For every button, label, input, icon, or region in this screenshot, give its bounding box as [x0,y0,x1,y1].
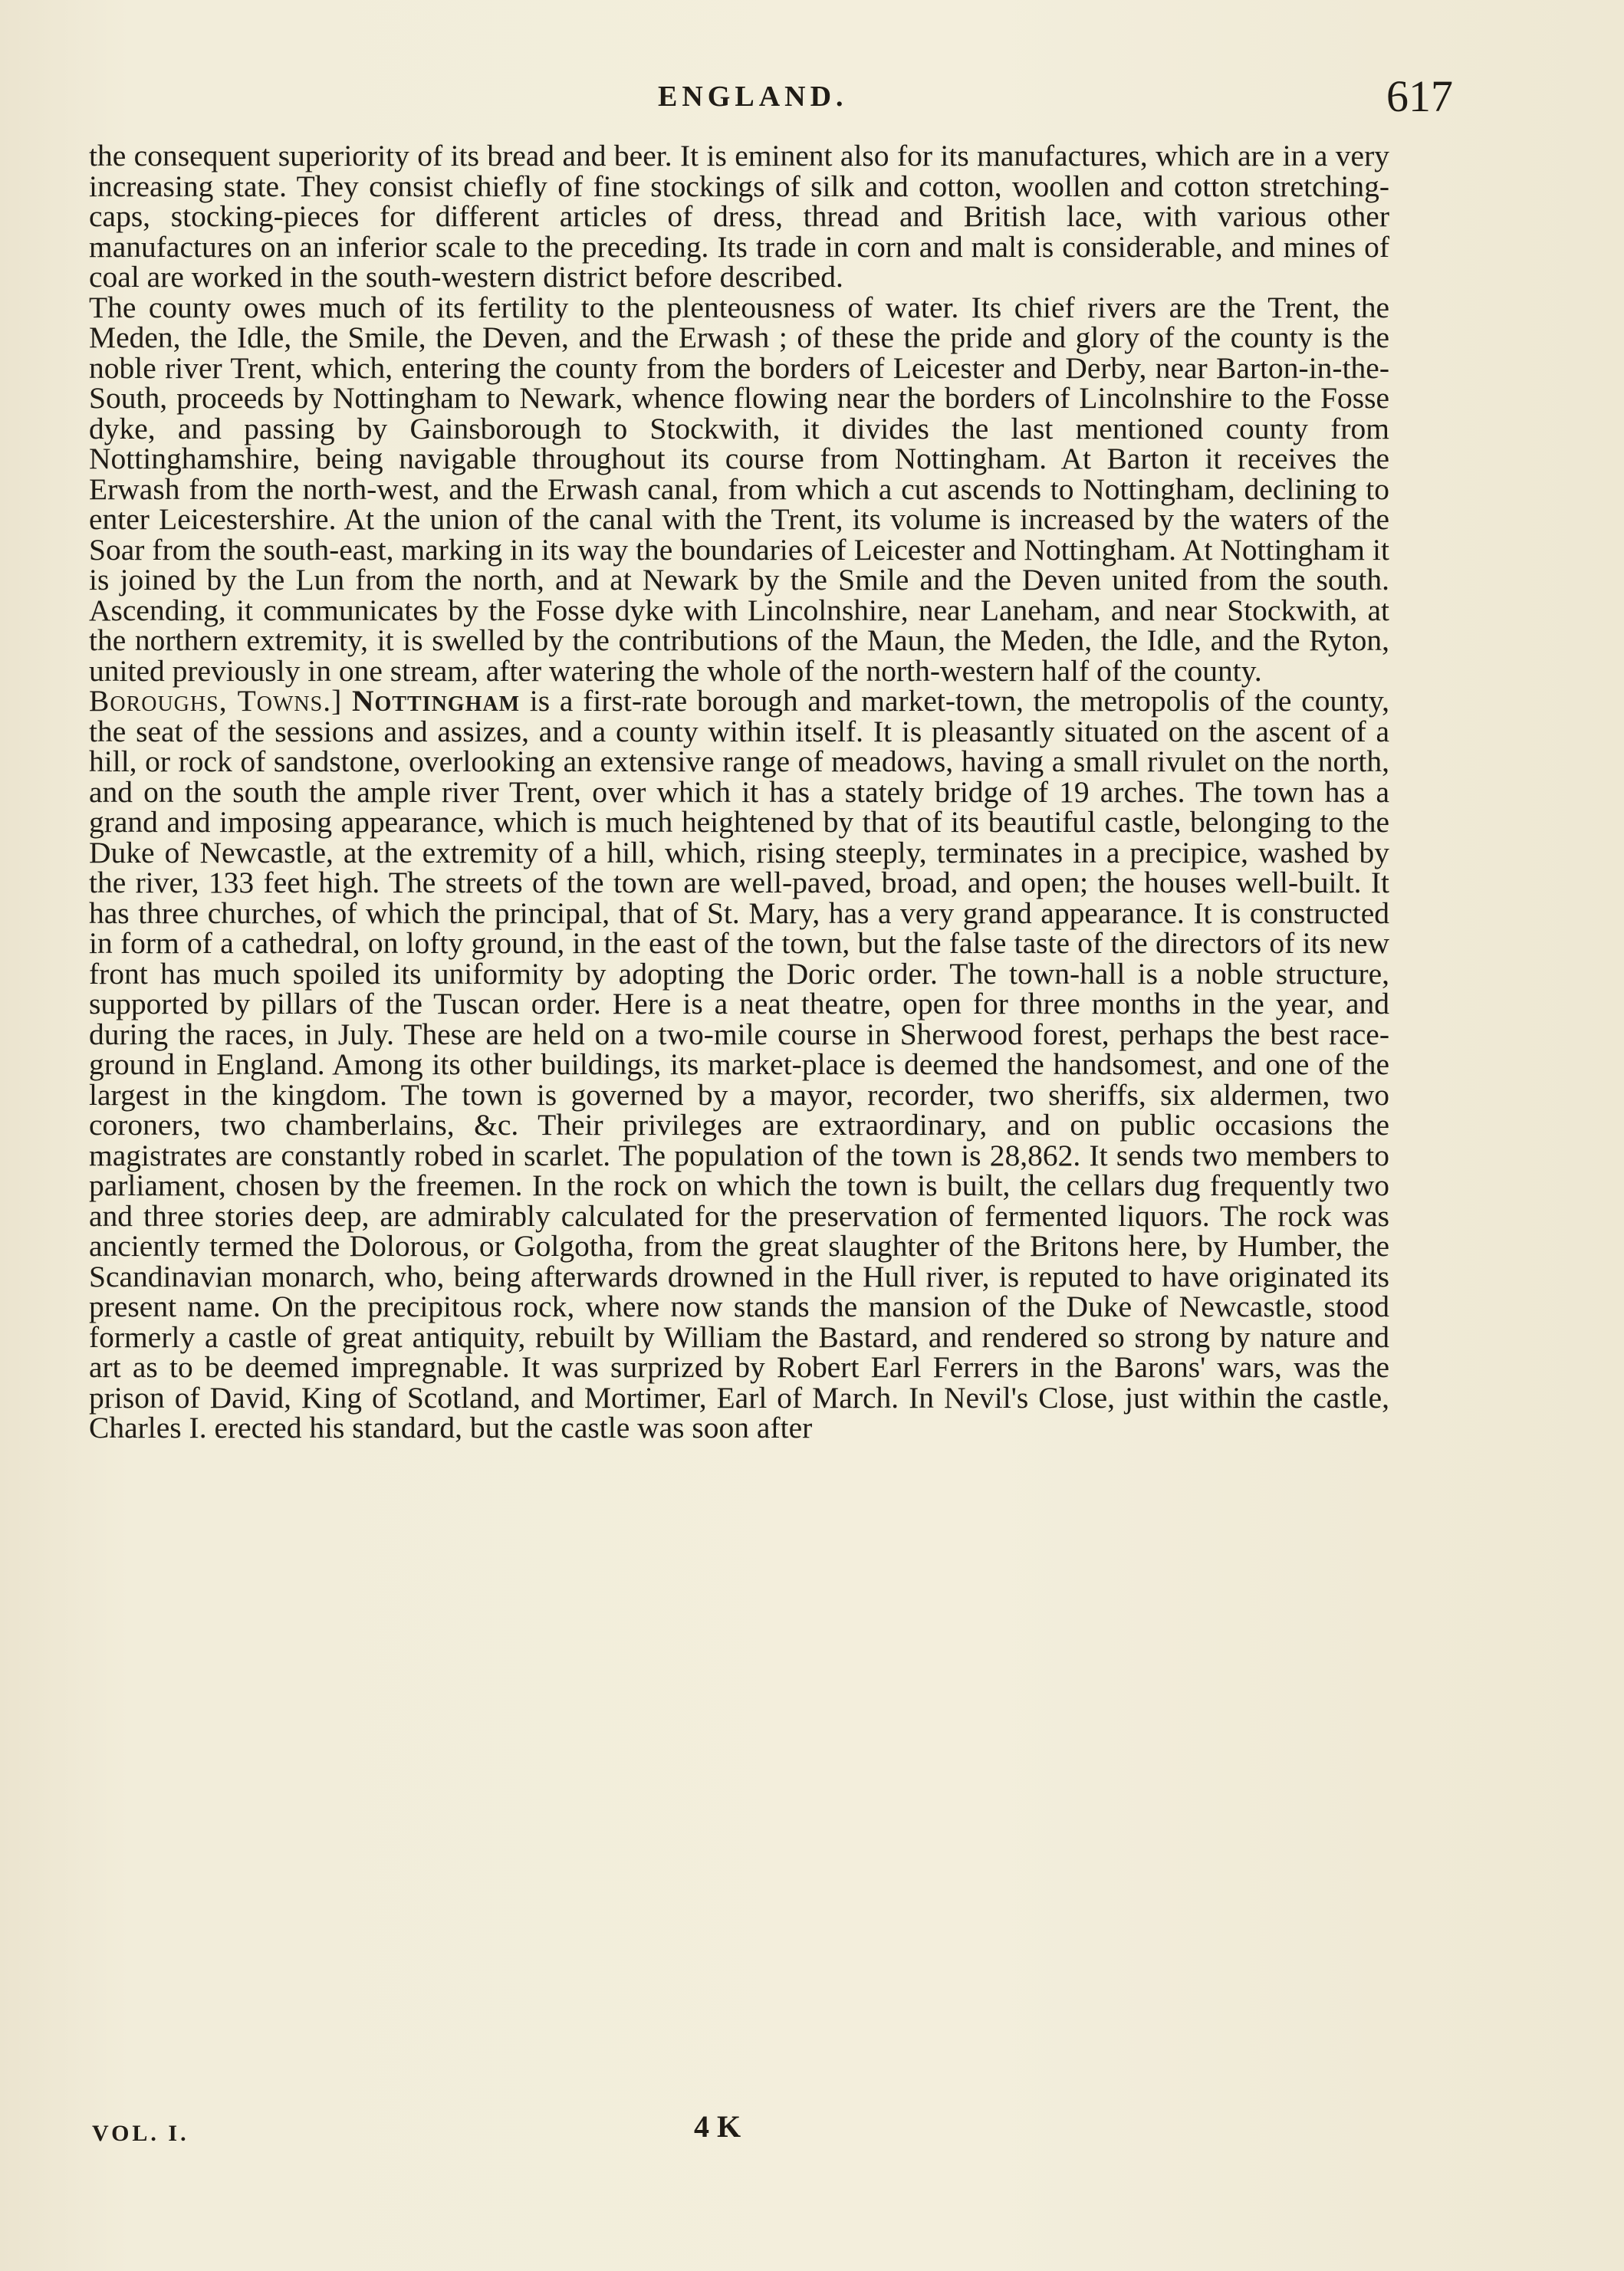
town-name-nottingham: Nottingham [352,684,521,718]
page-footer [0,2109,1624,2159]
signature-mark: 4 K [694,2109,741,2144]
section-heading-boroughs: Boroughs, Towns.] [89,684,343,718]
body-text [89,141,1389,1444]
paragraph-boroughs [89,686,1389,1444]
paragraph-rivers-text: The county owes much of its fertility to the plenteousness of water. Its chief rivers are the Trent, the Meden, the Idle, the Smile, the Deven, and the Erwash ; of these the pride and glory of the county is the noble river Trent, which, entering the county from the borders of Leicester and Derby, near Barton-in-the-South, proceeds by Nottingham to Newark, whence flowing near the borders of Lincolnshire to the Fosse dyke, and passing by Gainsborough to Stockwith, it divides the last mentioned county from Nottinghamshire, being navigable throughout its course from Nottingham. At Barton it receives the Erwash from the north-west, and the Erwash canal, from which a cut ascends to Nottingham, declining to enter Leicestershire. At the union of the canal with the Trent, its volume is increased by the waters of the Soar from the south-east, marking in its way the boundaries of Leicester and Nottingham. At Nottingham it is joined by the Lun from the north, and at Newark by the Smile and the Deven united from the south. Ascending, it communicates by the Fosse dyke with Lincolnshire, near Laneham, and near Stockwith, at the northern extremity, it is swelled by the contributions of the Maun, the Meden, the Idle, and the Ryton, united previously in one stream, after watering the whole of the north-western half of the county. [89,290,1389,688]
running-head: ENGLAND. [658,81,848,113]
paragraph-continuation: the consequent superiority of its bread and beer. It is eminent also for its manufactures, which are in a very increasing state. They consist chiefly of fine stockings of silk and cotton, woollen and cotton stretching-caps, stocking-pieces for different articles of dress, thread and British lace, with various other manufactures on an inferior scale to the preceding. Its trade in corn and malt is considerable, and mines of coal are worked in the south-western district before described. [89,139,1389,294]
paragraph-boroughs-text: is a first-rate borough and market-town, the metropolis of the county, the seat of the sessions and assizes, and a county within itself. It is pleasantly situated on the ascent of a hill, or rock of sandstone, overlooking an extensive range of meadows, having a small rivulet on the north, and on the south the ample river Trent, over which it has a stately bridge of 19 arches. The town has a grand and imposing appearance, which is much heightened by that of its beautiful castle, belonging to the Duke of Newcastle, at the extremity of a hill, which, rising steeply, terminates in a precipice, washed by the river, 133 feet high. The streets of the town are well-paved, broad, and open; the houses well-built. It has three churches, of which the principal, that of St. Mary, has a very grand appearance. It is constructed in form of a cathedral, on lofty ground, in the east of the town, but the false taste of the directors of its new front has much spoiled its uniformity by adopting the Doric order. The town-hall is a noble structure, supported by pillars of the Tuscan order. Here is a neat theatre, open for three months in the year, and during the races, in July. These are held on a two-mile course in Sherwood forest, perhaps the best race-ground in England. Among its other buildings, its market-place is deemed the handsomest, and one of the largest in the kingdom. The town is governed by a mayor, recorder, two sheriffs, six aldermen, two coroners, two chamberlains, &c. Their privileges are extraordinary, and on public occasions the magistrates are constantly robed in scarlet. The population of the town is 28,862. It sends two members to parliament, chosen by the freemen. In the rock on which the town is built, the cellars dug frequently two and three stories deep, are admirably calculated for the preservation of fermented liquors. The rock was anciently termed the Dolorous, or Golgotha, from the great slaughter of the Britons here, by Humber, the Scandinavian monarch, who, being afterwards drowned in the Hull river, is reputed to have originated its present name. On the precipitous rock, where now stands the mansion of the Duke of Newcastle, stood formerly a castle of great antiquity, rebuilt by William the Bastard, and rendered so strong by nature and art as to be deemed impregnable. It was surprized by Robert Earl Ferrers in the Barons' wars, was the prison of David, King of Scotland, and Mortimer, Earl of March. In Nevil's Close, just within the castle, Charles I. erected his standard, but the castle was soon after [89,684,1390,1444]
volume-mark: VOL. I. [92,2121,189,2146]
page-number: 617 [1386,71,1453,121]
paragraph-rivers [89,290,1389,688]
page-header [0,71,1624,130]
